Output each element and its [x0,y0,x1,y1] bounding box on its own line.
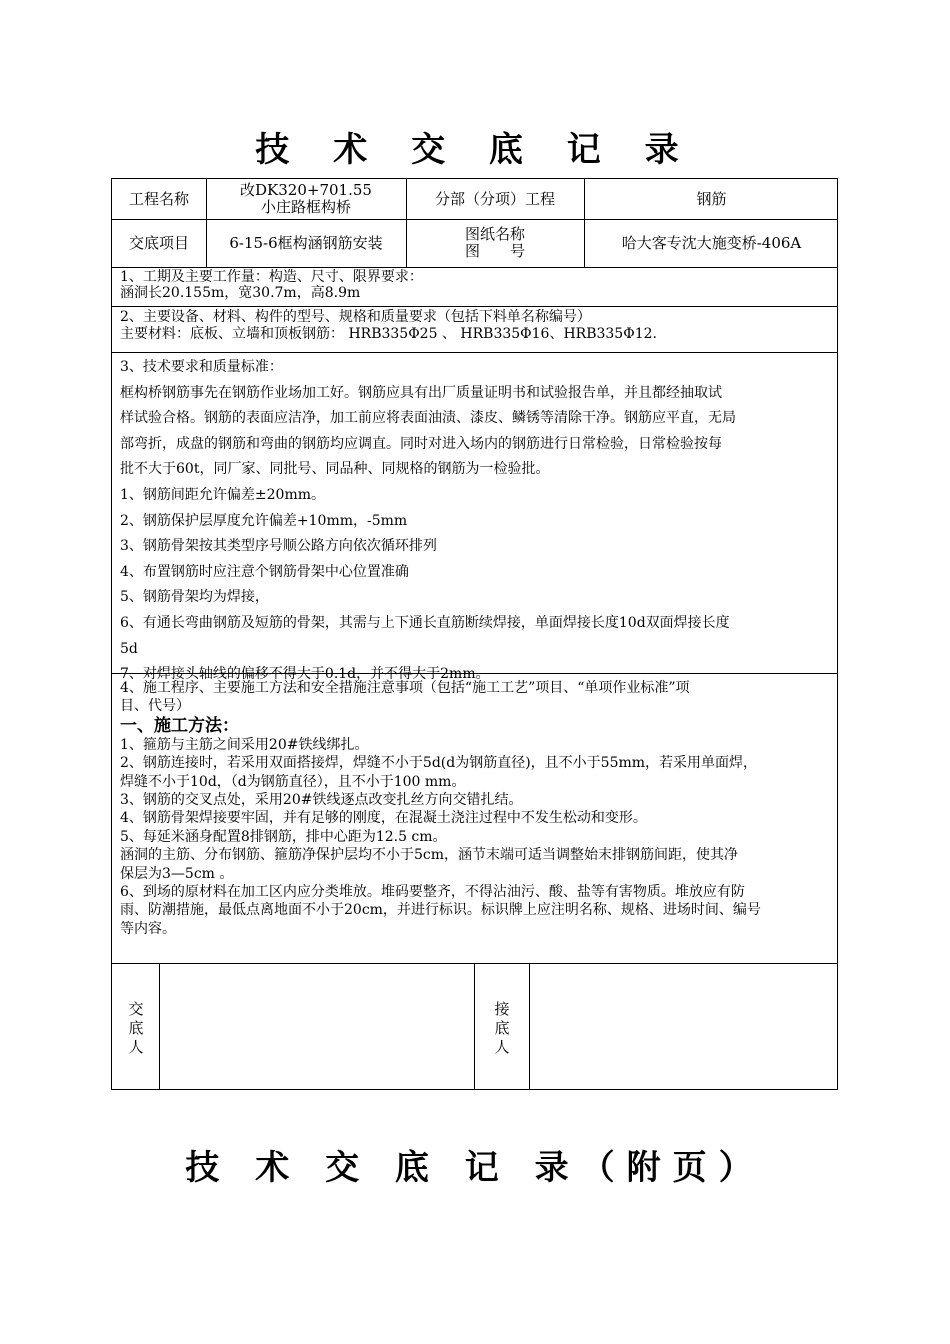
text-line: 保层为3—5cm 。 [120,865,234,882]
giver-label: 交 底 人 [128,1000,144,1056]
text-line: 3、技术要求和质量标准： [120,359,283,375]
text-line: 2、钢筋保护层厚度允许偏差+10mm，-5mm [120,512,408,529]
col-divider [529,963,530,1090]
drawing-label-line1: 图纸名称 [464,225,525,243]
project-name-value [206,179,406,219]
section-construction-methods [120,679,831,938]
text-line: 1、箍筋与主筋之间采用20#铁线绑扎。 [120,736,369,753]
text-line: 5、每延米涵身配置8排钢筋，排中心距为12.5 cm。 [120,828,447,845]
page-title: 技 术 交 底 记 录 [255,130,695,170]
section-workload [120,269,831,301]
text-line: 框构桥钢筋事先在钢筋作业场加工好。钢筋应具有出厂质量证明书和试验报告单，并且都经抽取试 [120,384,722,401]
text-line: 雨、防潮措施，最低点离地面不小于20cm，并进行标识。标识牌上应注明名称、规格、进场时间、编号 [120,902,761,919]
text-line: 部弯折，成盘的钢筋和弯曲的钢筋均应调直。同时对进入场内的钢筋进行日常检验，日常检验按每 [120,435,722,452]
section-quality-standards [120,355,831,688]
record-form [111,178,838,1090]
text-line: 涵洞长20.155m，宽30.7m，高8.9m [120,285,361,301]
text-line: 焊缝不小于10d，（d为钢筋直径），且不小于100 mm。 [120,773,466,790]
drawing-label-line2: 图 号 [464,242,525,260]
text-line: 4、布置钢筋时应注意个钢筋骨架中心位置准确 [120,563,409,580]
text-line: 3、钢筋的交叉点处，采用20#铁线逐点改变扎丝方向交错扎结。 [120,792,523,809]
project-name-label: 工程名称 [128,189,189,208]
row-divider [112,267,837,268]
text-line: 4、施工程序、主要施工方法和安全措施注意事项（包括“施工工艺”项目、“单项作业标准”项 [120,680,690,696]
text-line: 7、对焊接头轴线的偏移不得大于0.1d，并不得大于2mm。 [120,666,490,683]
text-line: 主要材料：底板、立墙和顶板钢筋： HRB335Φ25 、 HRB335Φ16、HRB335Φ12. [120,326,657,342]
text-line: 6、到场的原材料在加工区内应分类堆放。堆码要整齐，不得沾油污、酸、盐等有害物质。堆放应有防 [120,884,745,901]
item-value: 6-15-6框构涵钢筋安装 [229,233,383,252]
project-name-line1: 改DK320+701.55 [240,181,372,199]
text-line: 涵洞的主筋、分布钢筋、箍筋净保护层均不小于5cm，涵节末端可适当调整始末排钢筋间距，使其净 [120,847,739,864]
text-line: 1、工期及主要工作量：构造、尺寸、限界要求： [120,269,423,285]
drawing-label [406,219,584,267]
division-label: 分部（分项）工程 [434,189,555,208]
division-value: 钢筋 [696,189,727,208]
receiver-label: 接 底 人 [494,1000,510,1056]
text-line: 批不大于60t，同厂家、同批号、同品种、同规格的钢筋为一检验批。 [120,461,550,478]
project-name-line2: 小庄路框构桥 [260,198,351,216]
subheading: 一、施工方法： [120,715,239,736]
text-line: 5、钢筋骨架均为焊接， [120,589,269,606]
text-line: 目、代号） [120,698,190,715]
drawing-value: 哈大客专沈大施变桥-406A [621,233,802,252]
col-divider [159,963,160,1090]
text-line: 5d [120,640,138,657]
text-line: 1、钢筋间距允许偏差±20mm。 [120,486,326,503]
item-label: 交底项目 [128,233,189,252]
text-line: 2、钢筋连接时，若采用双面搭接焊，焊缝不小于5d(d为钢筋直径)，且不小于55mm，若采用单面焊， [120,755,758,772]
section-materials [120,309,831,343]
col-divider [474,963,475,1090]
text-line: 等内容。 [120,920,176,937]
row-divider [112,306,837,307]
row-divider [112,352,837,353]
text-line: 4、钢筋骨架焊接要牢固，并有足够的刚度，在混凝土浇注过程中不发生松动和变形。 [120,810,647,827]
text-line: 6、有通长弯曲钢筋及短筋的骨架，其需与上下通长直筋断续焊接，单面焊接长度10d双面焊接长度 [120,614,730,631]
text-line: 3、钢筋骨架按其类型序号顺公路方向依次循环排列 [120,538,437,555]
text-line: 2、主要设备、材料、构件的型号、规格和质量要求（包括下料单名称编号） [120,309,591,325]
appendix-title: 技 术 交 底 记 录（附页） [185,1148,765,1188]
text-line: 样试验合格。钢筋的表面应洁净，加工前应将表面油渍、漆皮、鳞锈等清除干净。钢筋应平直，无局 [120,410,736,427]
